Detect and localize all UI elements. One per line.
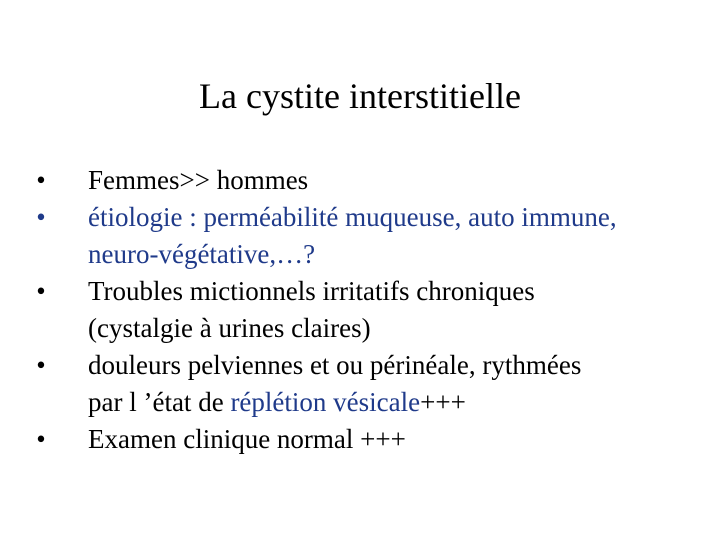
bullet-text-continuation: (cystalgie à urines claires)	[88, 313, 371, 343]
bullet-text-plain-end: +++	[420, 387, 466, 417]
bullet-item-symptoms	[30, 273, 710, 347]
bullet-item-clinical-exam	[30, 421, 710, 458]
bullet-dot-icon: •	[36, 350, 46, 380]
bullet-text-plain: par l ’état de	[88, 387, 231, 417]
bullet-item-sex-ratio	[30, 162, 710, 199]
bullet-dot-icon: •	[36, 276, 46, 306]
bullet-text: Troubles mictionnels irritatifs chroniques	[88, 276, 535, 306]
bullet-list	[30, 162, 710, 458]
bullet-dot-icon: •	[36, 424, 46, 454]
bullet-text: étiologie : perméabilité muqueuse, auto immune,	[88, 202, 617, 232]
bullet-text: douleurs pelviennes et ou périnéale, rythmées	[88, 350, 582, 380]
bullet-text: Femmes>> hommes	[88, 165, 309, 195]
bullet-text-highlight: réplétion vésicale	[230, 387, 421, 417]
bullet-dot-icon: •	[36, 202, 46, 232]
bullet-text-continuation: neuro-végétative,…?	[88, 239, 316, 269]
bullet-item-pain	[30, 347, 710, 421]
slide-title: La cystite interstitielle	[199, 76, 521, 116]
bullet-text: Examen clinique normal +++	[88, 424, 406, 454]
bullet-text-continuation	[88, 384, 710, 421]
bullet-item-etiology	[30, 199, 710, 273]
bullet-dot-icon: •	[36, 165, 46, 195]
